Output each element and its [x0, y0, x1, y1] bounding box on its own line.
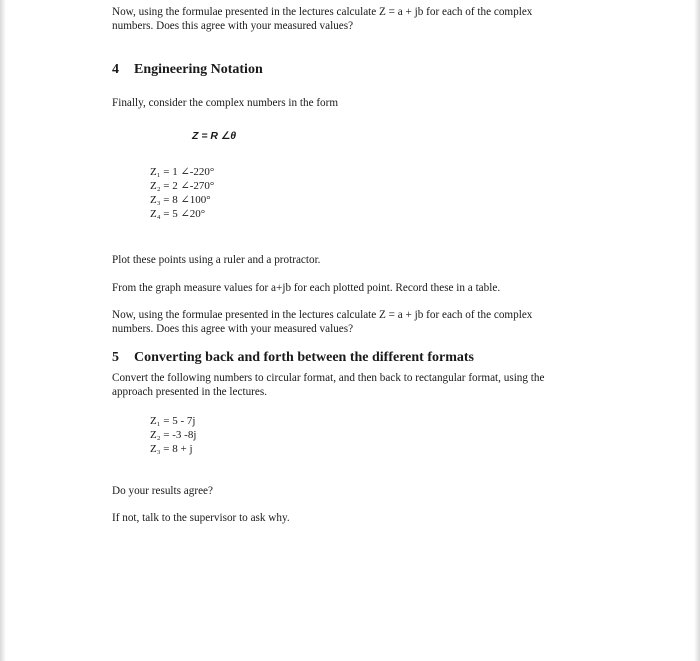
- plot-instruction: Plot these points using a ruler and a protractor.: [112, 254, 321, 266]
- calc-line-1: Now, using the formulae presented in the lectures calculate Z = a + jb for each of the complex: [112, 309, 533, 321]
- intro-line-1: Now, using the formulae presented in the lectures calculate Z = a + jb for each of the complex: [112, 6, 533, 18]
- section-5-equation-list: [150, 414, 196, 456]
- supervisor-note: If not, talk to the supervisor to ask why.: [112, 512, 290, 524]
- equation-z4: Z₄ = 5 ∠20°: [150, 208, 206, 220]
- calc-line-2: numbers. Does this agree with your measured values?: [112, 323, 354, 335]
- calc-paragraph: [112, 308, 594, 336]
- polar-form-formula: Z = R ∠θ: [192, 130, 237, 142]
- section-5-intro: [112, 371, 594, 399]
- page-edge-left: [0, 0, 6, 661]
- section-4-lead: Finally, consider the complex numbers in the form: [112, 97, 339, 109]
- equation-rect-z1: Z₁ = 5 - 7j: [150, 415, 196, 427]
- section-5-line-1: Convert the following numbers to circular format, and then back to rectangular format, using the: [112, 372, 545, 384]
- agree-question: Do your results agree?: [112, 485, 213, 497]
- intro-line-2: numbers. Does this agree with your measured values?: [112, 20, 354, 32]
- section-4-equation-list: [150, 165, 214, 221]
- equation-rect-z2: Z₂ = -3 -8j: [150, 429, 197, 441]
- equation-z3: Z₃ = 8 ∠100°: [150, 194, 211, 206]
- section-4-number: 4: [112, 62, 119, 77]
- intro-paragraph: [112, 5, 594, 33]
- equation-z1: Z₁ = 1 ∠-220°: [150, 166, 215, 178]
- section-5-title: Converting back and forth between the different formats: [134, 350, 474, 365]
- equation-rect-z3: Z₃ = 8 + j: [150, 443, 193, 455]
- section-4-heading: [112, 62, 263, 78]
- section-5-line-2: approach presented in the lectures.: [112, 386, 268, 398]
- equation-z2: Z₂ = 2 ∠-270°: [150, 180, 215, 192]
- section-5-heading: [112, 350, 474, 366]
- page-edge-right: [694, 0, 700, 661]
- section-4-title: Engineering Notation: [134, 62, 263, 77]
- measure-instruction: From the graph measure values for a+jb for each plotted point. Record these in a table.: [112, 282, 501, 294]
- section-5-number: 5: [112, 350, 119, 365]
